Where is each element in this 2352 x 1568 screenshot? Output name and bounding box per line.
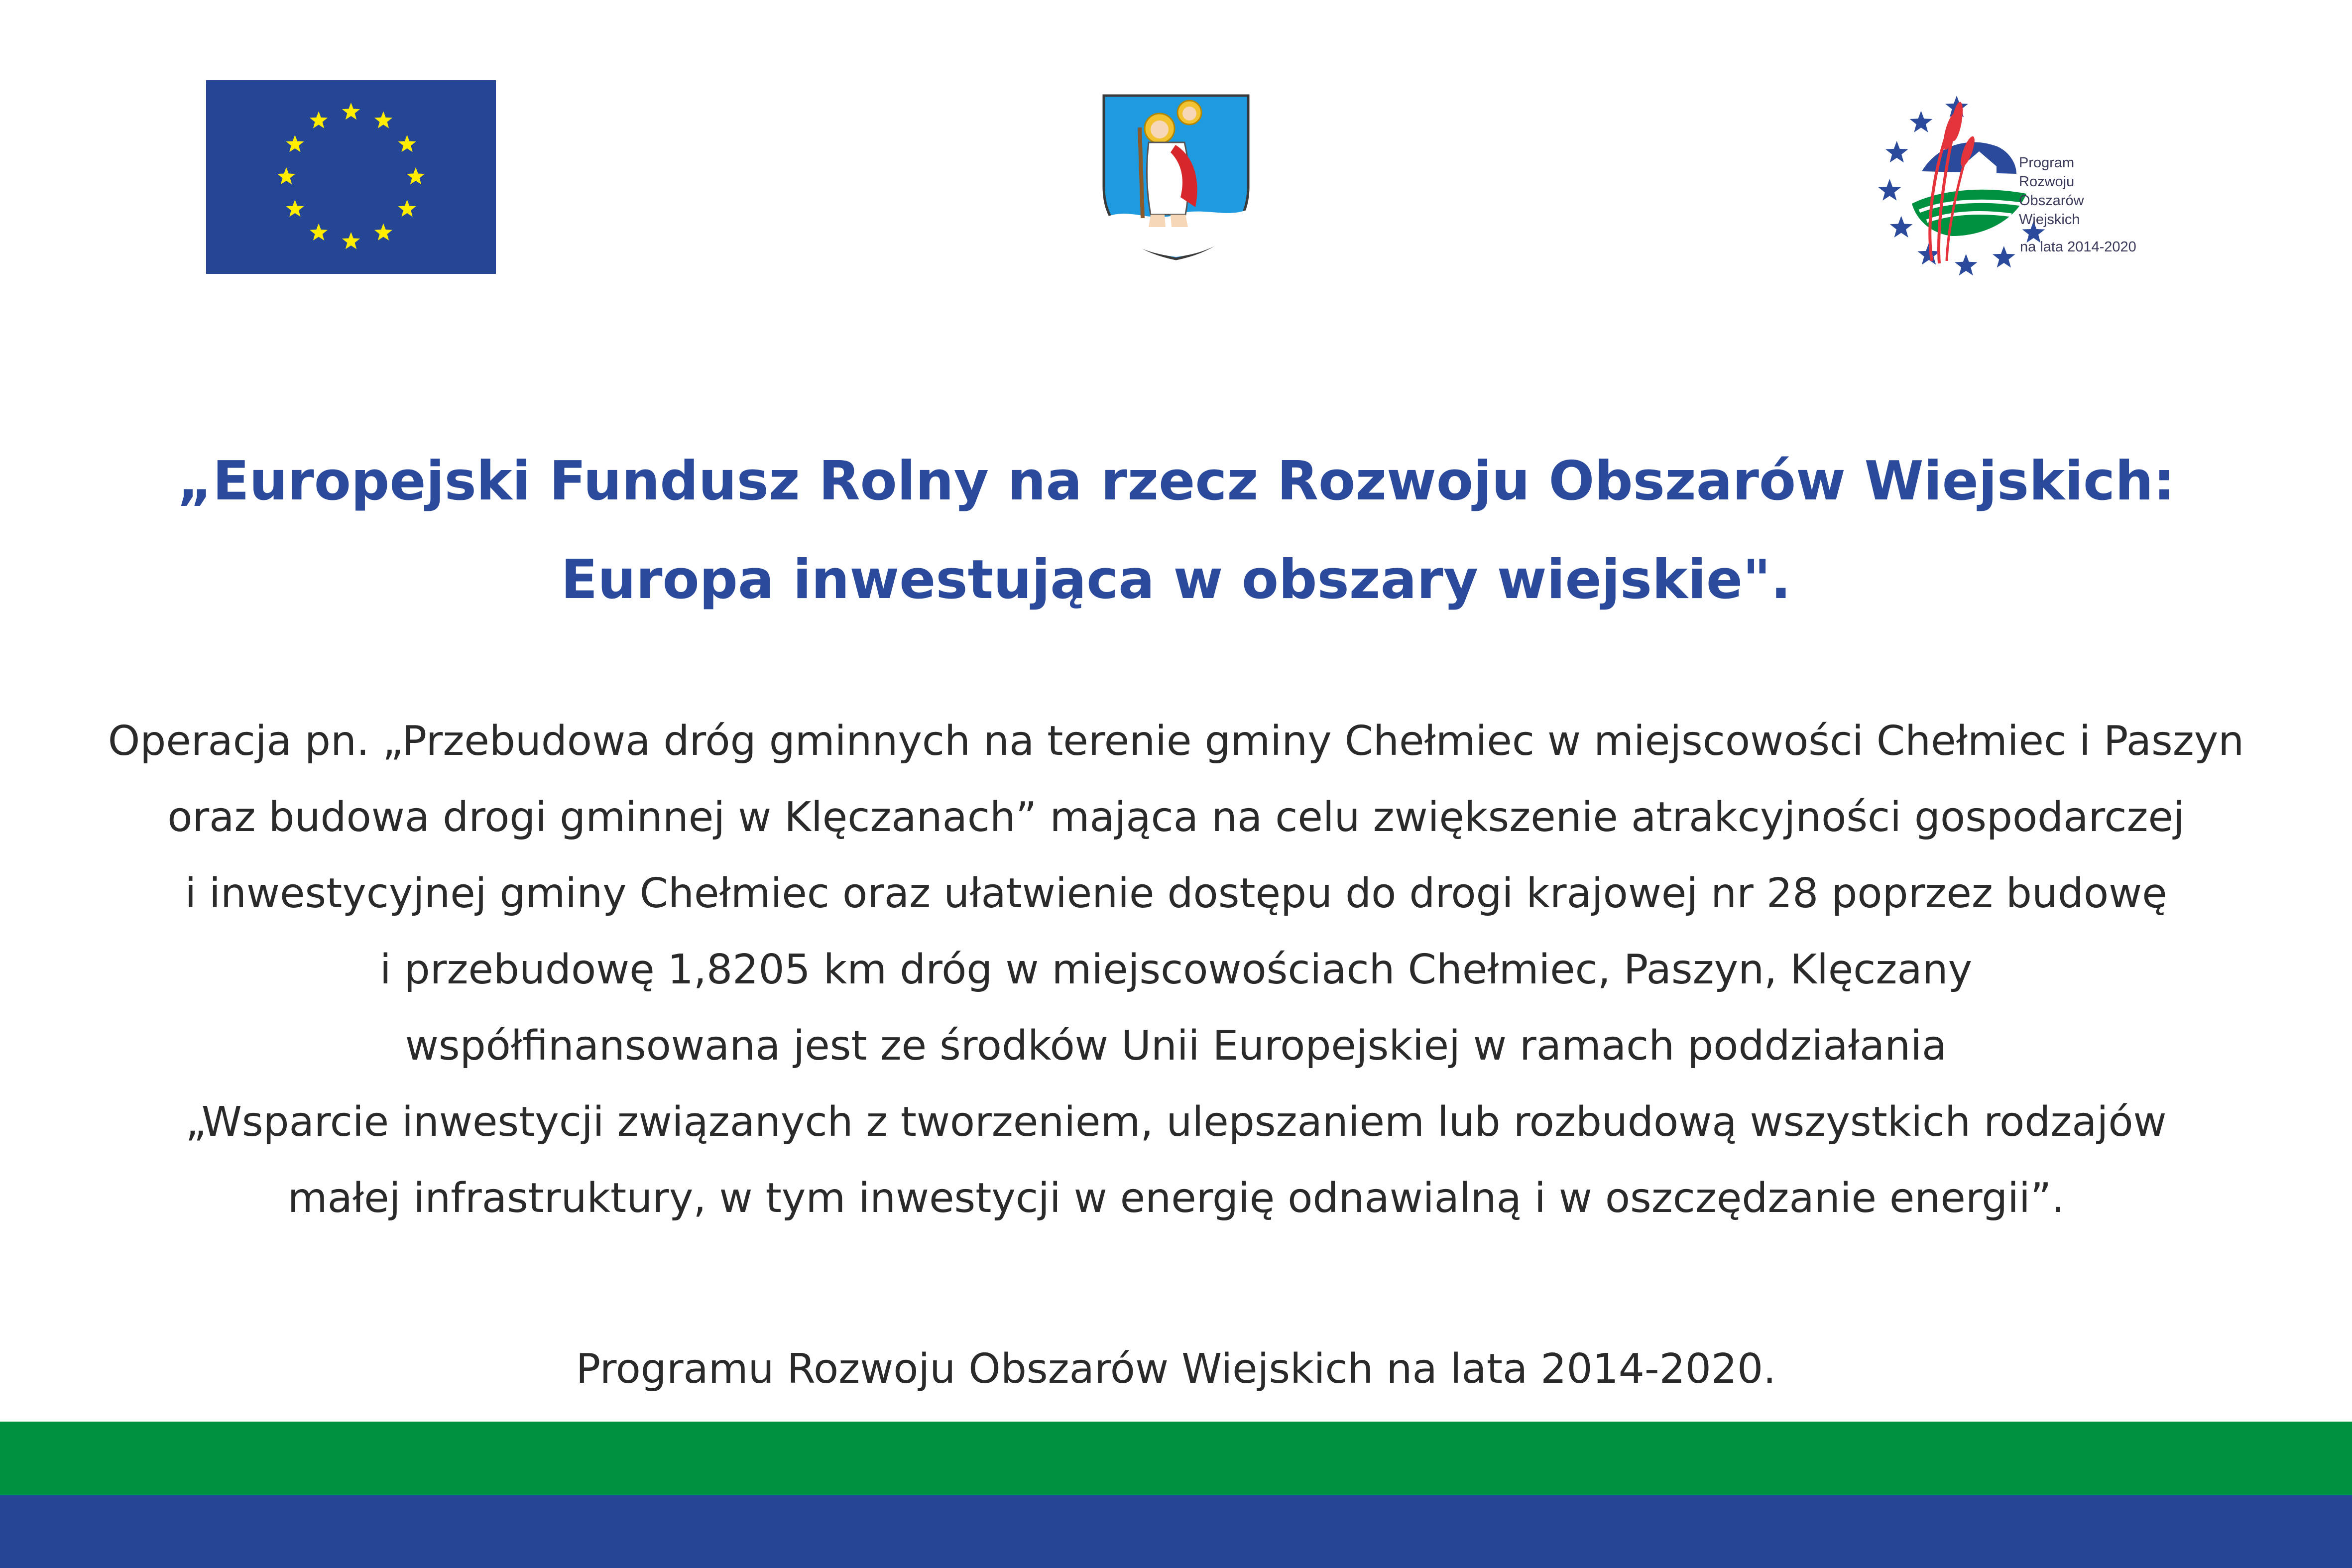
- prow-line-wiejskich: Wiejskich: [2019, 212, 2080, 228]
- prow-star-icon: [1885, 141, 1908, 162]
- prow-line-obszarow: Obszarów: [2019, 193, 2084, 209]
- prow-star-icon: [1993, 246, 2015, 267]
- body-line: i inwestycyjnej gminy Chełmiec oraz ułatwienie dostępu do drogi krajowej nr 28 poprzez budowę: [185, 870, 2167, 917]
- operation-description: [0, 703, 2352, 1236]
- body-line: małej infrastruktury, w tym inwestycji w energię odnawialną i w oszczędzanie energii”.: [287, 1175, 2065, 1222]
- title-line-2: Europa inwestująca w obszary wiejskie".: [561, 549, 1791, 611]
- prow-star-icon: [1890, 216, 1913, 238]
- prow-line-rozwoju: Rozwoju: [2019, 174, 2075, 190]
- title-line-1: „Europejski Fundusz Rolny na rzecz Rozwoju Obszarów Wiejskich:: [177, 450, 2175, 512]
- body-line: Operacja pn. „Przebudowa dróg gminnych na terenie gminy Chełmiec w miejscowości Chełmiec i Paszyn: [108, 718, 2244, 765]
- prow-star-icon: [1955, 254, 1978, 275]
- page-title: [0, 432, 2352, 629]
- body-line: i przebudowę 1,8205 km dróg w miejscowościach Chełmiec, Paszyn, Klęczany: [379, 946, 1973, 993]
- prow-star-icon: [1879, 179, 1901, 200]
- body-line: współfinansowana jest ze środków Unii Europejskiej w ramach poddziałania: [405, 1022, 1947, 1070]
- eu-flag-icon: [206, 80, 496, 274]
- blue-band: [0, 1495, 2352, 1568]
- body-line: „Wsparcie inwestycji związanych z tworzeniem, ulepszaniem lub rozbudową wszystkich rodzajów: [185, 1098, 2167, 1146]
- prow-logo-text: [2019, 153, 2084, 229]
- prow-years: na lata 2014-2020: [2020, 239, 2136, 255]
- body-line: oraz budowa drogi gminnej w Klęczanach” mająca na celu zwiększenie atrakcyjności gospodarczej: [167, 794, 2185, 841]
- coat-of-arms-icon: [1101, 93, 1251, 261]
- prow-line-program: Program: [2019, 155, 2075, 171]
- prow-star-icon: [1910, 111, 1933, 132]
- program-footer-text: Programu Rozwoju Obszarów Wiejskich na lata 2014-2020.: [576, 1345, 1776, 1393]
- green-band: [0, 1422, 2352, 1495]
